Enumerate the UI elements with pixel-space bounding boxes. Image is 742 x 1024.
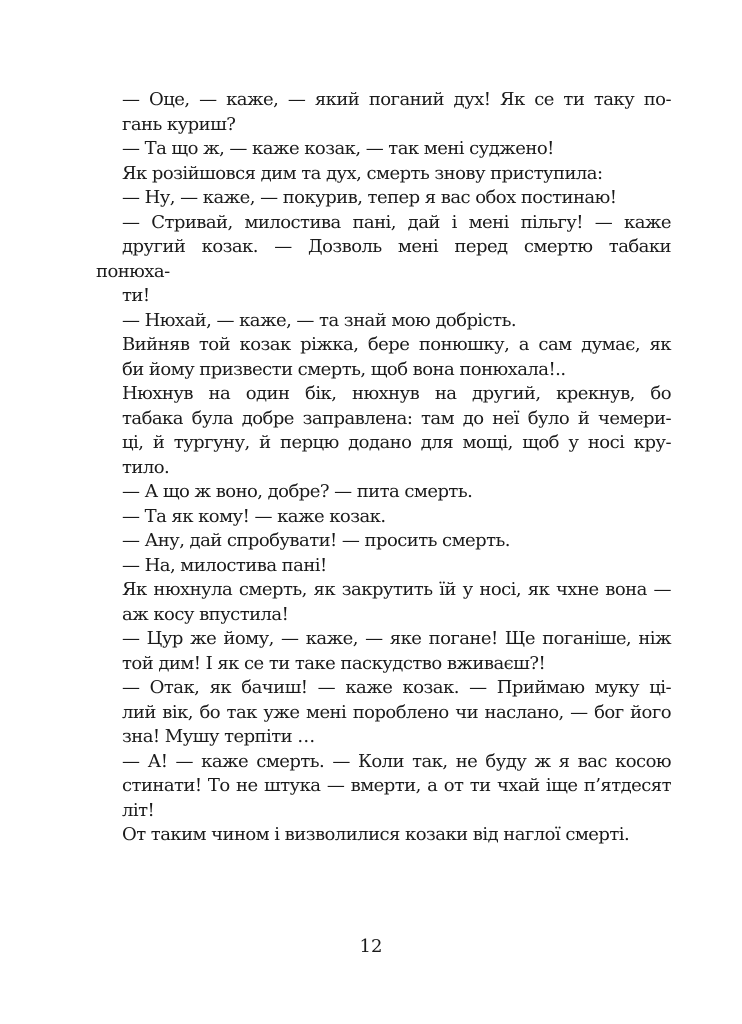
text-line: — На, милостива пані! — [122, 554, 327, 576]
page-number: 12 — [359, 936, 383, 957]
paragraph — [96, 88, 671, 137]
text-line: той дим! І як се ти таке паскудство вживаєш?! — [122, 652, 546, 674]
paragraph — [96, 162, 671, 187]
text-line: би йому призвести смерть, щоб вона понюхала!.. — [122, 358, 566, 380]
paragraph — [96, 529, 671, 554]
paragraph — [96, 627, 671, 676]
text-line: тило. — [122, 456, 170, 478]
text-line: ці, й тургуну, й перцю додано для мощі, щоб у носі кру- — [122, 432, 671, 453]
text-line: зна! Мушу терпіти … — [122, 726, 315, 747]
text-line: Як нюхнула смерть, як закрутить їй у носі, як чхне вона — — [122, 579, 671, 600]
text-line: — Цур же йому, — каже, — яке погане! Ще поганіше, ніж — [122, 628, 671, 649]
text-line: — Стривай, милостива пані, дай і мені пільгу! — каже — [122, 211, 671, 233]
paragraph — [96, 578, 671, 627]
text-line: — Нюхай, — каже, — та знай мою добрість. — [122, 309, 516, 331]
text-line: — Ну, — каже, — покурив, тепер я вас обох постинаю! — [122, 187, 617, 208]
paragraph — [96, 382, 671, 480]
text-line: — Та що ж, — каже козак, — так мені суджено! — [122, 138, 554, 159]
text-line: стинати! То не штука — вмерти, а от ти чхай іще п’ятдесят — [122, 775, 671, 796]
text-line: гань куриш? — [122, 113, 236, 135]
text-line: — А! — каже смерть. — Коли так, не буду ж я вас косою — [122, 750, 671, 772]
paragraph — [96, 676, 671, 750]
text-line: — Та як кому! — каже козак. — [122, 505, 386, 527]
text-line: — Оце, — каже, — який поганий дух! Як се ти таку по- — [122, 89, 671, 110]
paragraph — [96, 750, 671, 824]
paragraph — [96, 333, 671, 382]
paragraph — [96, 480, 671, 505]
paragraph — [96, 823, 671, 848]
paragraph — [96, 554, 671, 579]
text-line: Як розійшовся дим та дух, смерть знову приступила: — [122, 162, 603, 184]
text-line: Вийняв той козак ріжка, бере понюшку, а сам думає, як — [122, 334, 671, 355]
text-line: — Отак, як бачиш! — каже козак. — Приймаю муку ці- — [122, 677, 671, 698]
text-line: — А що ж воно, добре? — пита смерть. — [122, 481, 473, 502]
text-line: лий вік, бо так уже мені пороблено чи наслано, — бог його — [122, 701, 671, 723]
text-line: ти! — [122, 285, 150, 306]
body-text — [96, 88, 671, 848]
text-line: — Ану, дай спробувати! — просить смерть. — [122, 530, 510, 551]
paragraph — [96, 505, 671, 530]
text-line: другий козак. — Дозволь мені перед смертю табаки понюха- — [96, 236, 671, 282]
paragraph — [96, 137, 671, 162]
paragraph — [96, 211, 671, 309]
text-line: табака була добре заправлена: там до неї було й чемери- — [122, 407, 671, 429]
paragraph — [96, 186, 671, 211]
text-line: літ! — [122, 799, 155, 821]
text-line: От таким чином і визволилися козаки від наглої смерті. — [122, 824, 630, 845]
paragraph — [96, 309, 671, 334]
text-line: Нюхнув на один бік, нюхнув на другий, крекнув, бо — [122, 383, 671, 404]
text-line: аж косу впустила! — [122, 603, 289, 625]
